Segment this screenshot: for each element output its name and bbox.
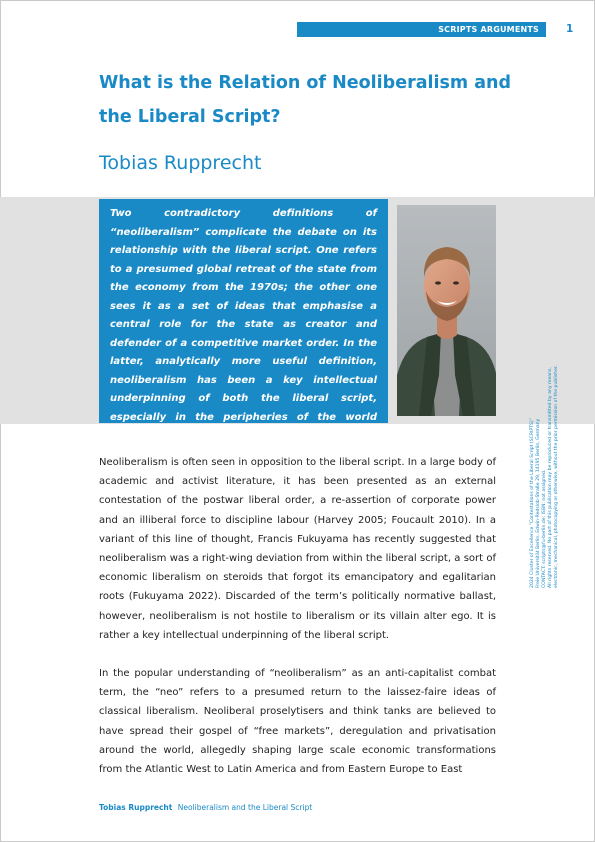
abstract-box (99, 199, 388, 460)
copyright-line: Freie Universität Berlin, Edwin-Redslob-Straße 29, 14195 Berlin, Germany (536, 418, 541, 588)
page-footer (99, 803, 312, 812)
copyright-note (530, 248, 560, 588)
abstract-text: Two contradictory definitions of “neoliberalism” complicate the debate on its relationship with the liberal script. One refers to a presumed global retreat of the state from the economy from the 1970s; the other one sees it as a set of ideas that emphasise a central role for the state as creator and defender of a competitive market order. In the latter, analytically more useful definition, neoliberalism has been a key intellectual underpinning of both the liberal script, especially in the peripheries of the world economy, and some of its most powerful contestations in the West. (110, 208, 377, 460)
body-paragraph: Neoliberalism is often seen in opposition to the liberal script. In a large body of academic and activist literature, it has been presented as an external contestation of the postwar liberal order, a re-assertion of corporate power and an illiberal force to discipline labour (Harvey 2005; Foucault 2010). In a variant of this line of thought, Francis Fukuyama has recently suggested that neoliberalism was a right-wing deviation from within the liberal script, a sort of economic liberalism on steroids that forgot its emancipatory and egalitarian roots (Fukuyama 2022). Discarded of the term’s politically normative ballast, however, neoliberalism is not hostile to liberalism or its villain alter ego. It is rather a key intellectual underpinning of the liberal script. (99, 457, 496, 641)
copyright-line: All rights reserved. No part of this publication may be reproduced or transmitted by any means, (548, 367, 553, 588)
page-title: What is the Relation of Neoliberalism and the Liberal Script? (99, 73, 512, 127)
body-text (99, 453, 496, 798)
series-label: SCRIPTS ARGUMENTS (297, 22, 546, 37)
author-portrait (397, 205, 496, 416)
body-paragraph: In the popular understanding of “neoliberalism” as an anti-capitalist combat term, the “neo” refers to a presumed return to the laissez-faire ideas of classical liberalism. Neoliberal proselytisers and think tanks are believed to have spread their gospel of “free markets”, deregulation and privatisation around the world, allegedly shaping large scale economic transformations from the Atlantic West to Latin America and from Eastern Europe to East (99, 668, 496, 776)
author-name: Tobias Rupprecht (99, 152, 262, 174)
footer-title: Neoliberalism and the Liberal Script (177, 803, 313, 812)
copyright-line: electronic, mechanical, photocopying or otherwise, without the prior permission of the publisher. (554, 365, 559, 588)
footer-author: Tobias Rupprecht (99, 803, 173, 812)
copyright-line: 2024 Cluster of Excellence “Contestations of the Liberal Script (SCRIPTS)” (530, 417, 535, 588)
copyright-line: CONTACT: scripts@fu-berlin.de; ISBN: not assigned. (542, 469, 547, 588)
page-number: 1 (566, 23, 574, 35)
